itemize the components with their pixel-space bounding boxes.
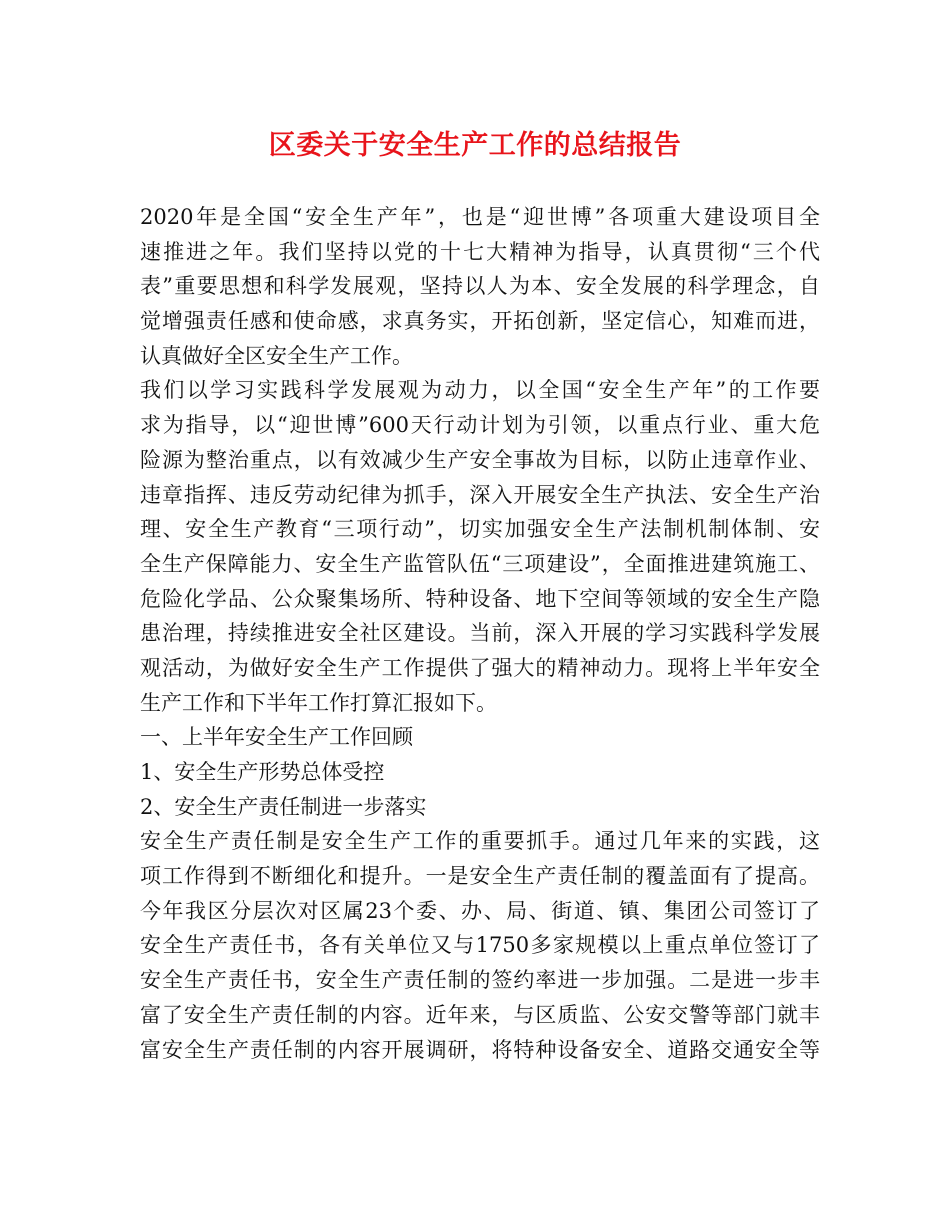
body-line: 富了安全生产责任制的内容。近年来，与区质监、公安交警等部门就丰 xyxy=(140,1002,820,1027)
body-line: 1、安全生产形势总体受控 xyxy=(140,760,385,784)
body-line: 全生产保障能力、安全生产监管队伍“三项建设”，全面推进建筑施工、 xyxy=(140,551,820,576)
body-line: 安全生产责任书，各有关单位又与1750多家规模以上重点单位签订了 xyxy=(140,933,820,958)
body-line: 危险化学品、公众聚集场所、特种设备、地下空间等领域的安全生产隐 xyxy=(140,586,820,611)
body-line: 认真做好全区安全生产工作。 xyxy=(140,343,413,368)
body-line: 险源为整治重点，以有效减少生产安全事故为目标，以防止违章作业、 xyxy=(140,447,820,472)
body-line: 2、安全生产责任制进一步落实 xyxy=(140,794,427,819)
body-line: 2020年是全国“安全生产年”，也是“迎世博”各项重大建设项目全 xyxy=(140,205,820,229)
body-line: 违章指挥、违反劳动纪律为抓手，深入开展安全生产执法、安全生产治 xyxy=(140,482,820,507)
body-line: 生产工作和下半年工作打算汇报如下。 xyxy=(140,690,497,715)
body-line: 我们以学习实践科学发展观为动力，以全国“安全生产年”的工作要 xyxy=(140,378,820,403)
body-line: 觉增强责任感和使命感，求真务实，开拓创新，坚定信心，知难而进， xyxy=(140,309,820,334)
body-line: 表”重要思想和科学发展观，坚持以人为本、安全发展的科学理念，自 xyxy=(140,274,820,299)
body-line: 一、上半年安全生产工作回顾 xyxy=(140,725,413,750)
body-line: 富安全生产责任制的内容开展调研，将特种设备安全、道路交通安全等 xyxy=(140,1037,820,1062)
body-line: 求为指导，以“迎世博”600天行动计划为引领，以重点行业、重大危 xyxy=(140,413,820,438)
body-line: 今年我区分层次对区属23个委、办、局、街道、镇、集团公司签订了 xyxy=(140,898,820,923)
document-body xyxy=(140,200,820,1067)
body-line: 速推进之年。我们坚持以党的十七大精神为指导，认真贯彻“三个代 xyxy=(140,239,820,264)
body-line: 项工作得到不断细化和提升。一是安全生产责任制的覆盖面有了提高。 xyxy=(140,864,820,889)
body-line: 安全生产责任制是安全生产工作的重要抓手。通过几年来的实践，这 xyxy=(140,829,820,854)
body-line: 理、安全生产教育“三项行动”，切实加强安全生产法制机制体制、安 xyxy=(140,517,820,542)
body-line: 观活动，为做好安全生产工作提供了强大的精神动力。现将上半年安全 xyxy=(140,655,820,680)
body-line: 患治理，持续推进安全社区建设。当前，深入开展的学习实践科学发展 xyxy=(140,621,820,646)
body-line: 安全生产责任书，安全生产责任制的签约率进一步加强。二是进一步丰 xyxy=(140,968,820,993)
document-title: 区委关于安全生产工作的总结报告 xyxy=(268,130,682,161)
